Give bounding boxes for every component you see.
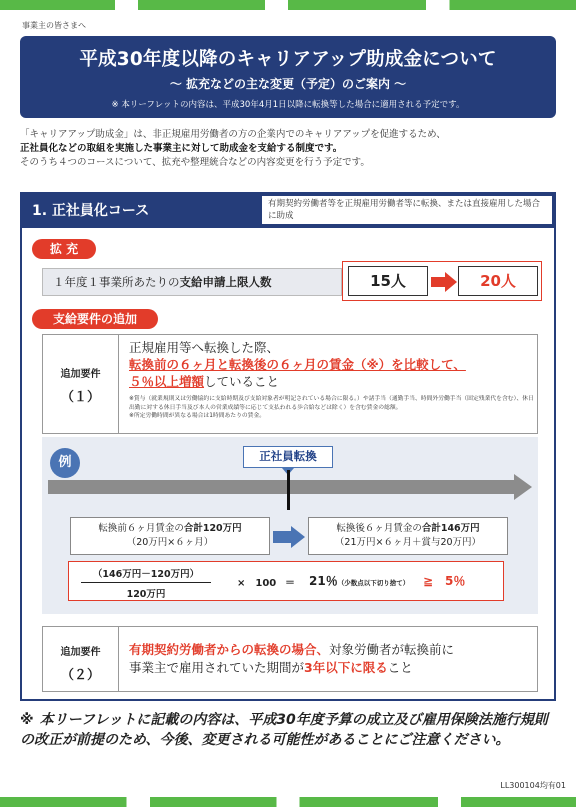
limit-row	[42, 268, 342, 296]
course-description: 有期契約労働者等を正規雇用労働者等に転換、または直接雇用した場合に助成	[262, 196, 552, 224]
requirement-2-body: 有期契約労働者からの転換の場合、対象労働者が転換前に 事業主で雇用されていた期間が3年以下に限ること	[129, 642, 455, 675]
timeline-arrowhead-icon	[514, 474, 532, 500]
course-name: 1. 正社員化コース	[32, 203, 150, 219]
header-note: ※ 本リーフレットの内容は、平成30年4月1日以降に転換等した場合に適用される予定です。	[111, 100, 465, 110]
requirement-1-body: 正規雇用等へ転換した際、 転換前の６ヶ月と転換後の６ヶ月の賃金（※）を比較して、 ５％以上増額していること	[129, 340, 466, 389]
requirements-badge: 支給要件の追加	[32, 309, 158, 329]
formula-times: × 100	[237, 578, 277, 589]
bottom-stripe	[0, 797, 576, 807]
top-stripe	[0, 0, 576, 10]
requirement-1	[42, 334, 538, 434]
example-badge: 例	[50, 448, 80, 478]
increase-formula	[68, 561, 504, 601]
formula-threshold: ≧ 5％	[423, 574, 466, 588]
expansion-badge: 拡 充	[32, 239, 96, 259]
limit-after: 20人	[458, 266, 538, 296]
wage-before-box: 転換前６ヶ月賃金の合計120万円 （20万円×６ヶ月）	[70, 517, 270, 555]
audience-label: 事業主の皆さまへ	[22, 21, 86, 30]
intro-line-2: 正社員化などの取組を実施した事業主に対して助成金を支給する制度です。	[20, 143, 343, 154]
timeline-bar	[48, 480, 514, 494]
limit-row-prefix: １年度１事業所あたりの	[53, 275, 180, 289]
intro-line-3: そのうち４つのコースについて、拡充や整理統合などの内容変更を行う予定です。	[20, 157, 370, 168]
blue-arrow-icon	[273, 526, 305, 548]
intro-text	[20, 128, 560, 170]
intro-line-1: 「キャリアアップ助成金」は、非正規雇用労働者の方の企業内でのキャリアアップを促進するため、	[20, 129, 446, 140]
formula-fraction: （146万円－120万円） 120万円	[81, 566, 211, 600]
header-banner	[20, 36, 556, 118]
wage-after-box: 転換後６ヶ月賃金の合計146万円 （21万円×６ヶ月＋賞与20万円）	[308, 517, 508, 555]
limit-row-bold: 支給申請上限人数	[179, 275, 272, 289]
course-header	[20, 192, 556, 228]
disclaimer: ※ 本リーフレットに記載の内容は、平成30年度予算の成立及び雇用保険法施行規則の改正が前提のため、今後、変更される可能性があることにご注意ください。	[20, 712, 548, 748]
document-code: LL300104均有01	[500, 781, 566, 790]
red-arrow-icon	[431, 272, 457, 292]
requirement-1-footnote: ※賞与（就業規則又は労働協約に支給時期及び支給対象者が明記されている場合に限る。）や諸手当（通勤手当、時間外労働手当（固定残業代を含む）、休日出勤に対する休日手当及び本人の営業成績等に応じて支払われる歩合給などは除く）を含む賃金の総額。 ※所定労働時間が異なる場合は1時間あたりの賃金。	[129, 396, 534, 419]
requirement-1-label: 追加要件 （１）	[43, 335, 119, 433]
formula-equals: ＝	[285, 578, 295, 589]
page-title: 平成30年度以降のキャリアアップ助成金について	[79, 49, 497, 70]
conversion-marker	[287, 470, 290, 510]
requirement-2	[42, 626, 538, 692]
conversion-label: 正社員転換	[243, 446, 333, 468]
page-subtitle: ～ 拡充などの主な変更（予定）のご案内 ～	[169, 77, 407, 91]
requirement-2-label: 追加要件 （２）	[43, 627, 119, 691]
limit-before: 15人	[348, 266, 428, 296]
formula-result: 21％（少数点以下切り捨て）	[309, 574, 410, 588]
